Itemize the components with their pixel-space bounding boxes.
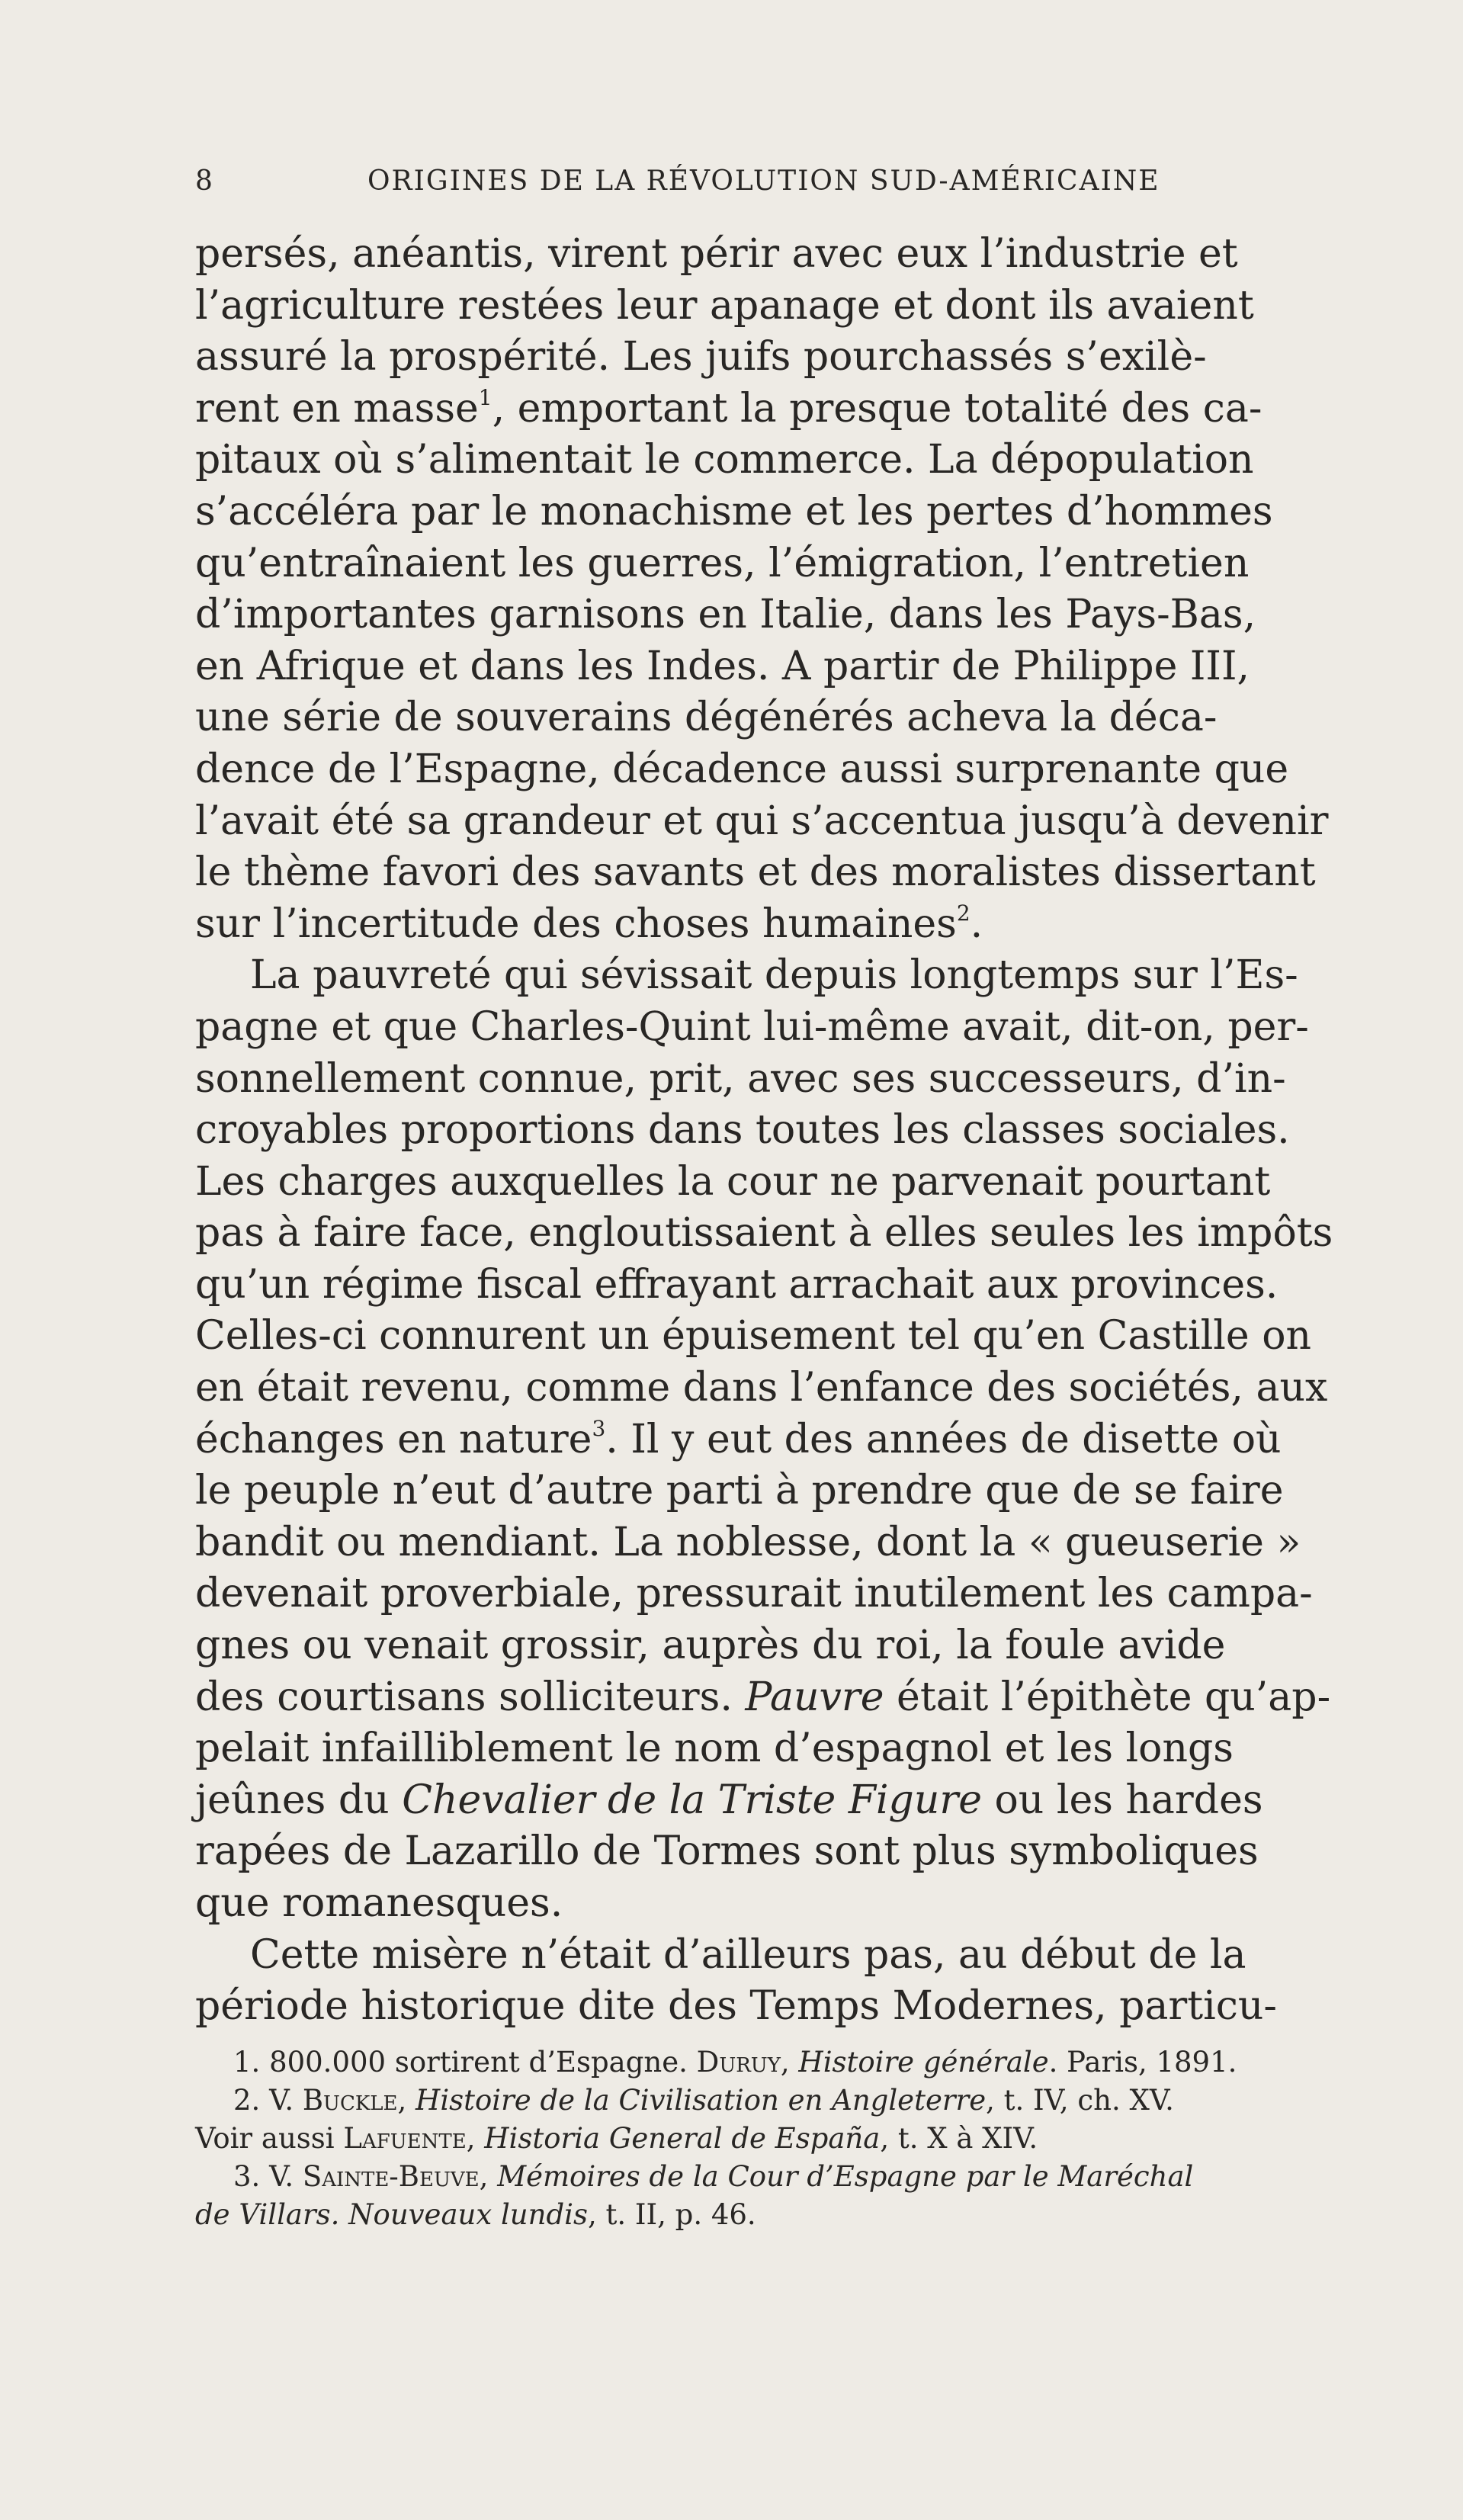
text-line: dence de l’Espagne, décadence aussi surprenante que <box>195 746 1289 792</box>
text-line: assuré la prospérité. Les juifs pourchassés s’exilè- <box>195 334 1207 380</box>
text-line: l’agriculture restées leur apanage et dont ils avaient <box>195 282 1254 329</box>
text-line: sonnellement connue, prit, avec ses successeurs, d’in- <box>195 1055 1286 1102</box>
text-line: en Afrique et dans les Indes. A partir de Philippe III, <box>195 643 1250 689</box>
text-line: qu’un régime fiscal effrayant arrachait aux provinces. <box>195 1261 1279 1308</box>
text-line: persés, anéantis, virent périr avec eux l’industrie et <box>195 231 1238 277</box>
text-line: devenait proverbiale, pressurait inutilement les campa- <box>195 1571 1313 1617</box>
footnote-2-continued: Voir aussi Lafuente, Historia General de España, t. X à XIV. <box>195 2122 1038 2155</box>
footnote-3-continued: de Villars. Nouveaux lundis, t. II, p. 46. <box>195 2198 756 2231</box>
text-line: rapées de Lazarillo de Tormes sont plus symboliques <box>195 1828 1259 1875</box>
running-title: ORIGINES DE LA RÉVOLUTION SUD-AMÉRICAINE <box>367 165 1160 197</box>
paragraph-start-line: La pauvreté qui sévissait depuis longtemps sur l’Es- <box>250 952 1298 999</box>
text-line: pas à faire face, engloutissaient à elles seules les impôts <box>195 1210 1333 1257</box>
italic-title: Chevalier de la Triste Figure <box>402 1777 982 1823</box>
paragraph-start-line: Cette misère n’était d’ailleurs pas, au début de la <box>250 1931 1246 1978</box>
text-line: croyables proportions dans toutes les classes sociales. <box>195 1107 1290 1154</box>
text-line: échanges en nature$^3$. Il y eut des années de disette où <box>195 1415 1282 1462</box>
text-line: bandit ou mendiant. La noblesse, dont la « gueuserie » <box>195 1519 1301 1565</box>
footnote-3: 3. V. Sainte-Beuve, Mémoires de la Cour d’Espagne par le Maréchal <box>233 2160 1194 2193</box>
text-line: le thème favori des savants et des moralistes dissertant <box>195 849 1316 896</box>
text-line: Celles-ci connurent un épuisement tel qu’en Castille on <box>195 1313 1312 1360</box>
text-line: pitaux où s’alimentait le commerce. La dépopulation <box>195 437 1254 483</box>
text-line: d’importantes garnisons en Italie, dans les Pays-Bas, <box>195 592 1256 638</box>
page-header <box>195 159 1339 204</box>
italic-word: Pauvre <box>745 1674 884 1720</box>
text-line: que romanesques. <box>195 1880 563 1926</box>
text-line: le peuple n’eut d’autre parti à prendre que de se faire <box>195 1468 1284 1514</box>
text-line: pelait infailliblement le nom d’espagnol et les longs <box>195 1725 1234 1772</box>
text-line: jeûnes du Chevalier de la Triste Figure ou les hardes <box>195 1777 1263 1823</box>
text-line: qu’entraînaient les guerres, l’émigration, l’entretien <box>195 540 1250 586</box>
footnote-ref: 1 <box>478 384 492 410</box>
text-line: sur l’incertitude des choses humaines$^2$. <box>195 900 983 947</box>
text-line: en était revenu, comme dans l’enfance des sociétés, aux <box>195 1365 1328 1411</box>
main-text <box>195 229 1336 2033</box>
text-line: s’accéléra par le monachisme et les pertes d’hommes <box>195 488 1273 534</box>
text-line: pagne et que Charles-Quint lui-même avait, dit-on, per- <box>195 1003 1309 1050</box>
text-line: Les charges auxquelles la cour ne parvenait pourtant <box>195 1158 1271 1205</box>
footnote-2: 2. V. Buckle, Histoire de la Civilisation en Angleterre, t. IV, ch. XV. <box>233 2084 1174 2117</box>
text-line: rent en masse$^1$, emportant la presque totalité des ca- <box>195 384 1262 432</box>
text-line: une série de souverains dégénérés acheva la déca- <box>195 695 1218 741</box>
text-line: des courtisans solliciteurs. Pauvre était l’épithète qu’ap- <box>195 1674 1331 1720</box>
footnotes <box>195 2043 1336 2234</box>
text-line: gnes ou venait grossir, auprès du roi, la foule avide <box>195 1623 1226 1669</box>
footnote-ref: 2 <box>956 900 971 926</box>
text-line: période historique dite des Temps Modernes, particu- <box>195 1983 1277 2030</box>
text-line: l’avait été sa grandeur et qui s’accentua jusqu’à devenir <box>195 798 1329 844</box>
footnote-1: 1. 800.000 sortirent d’Espagne. Duruy, Histoire générale. Paris, 1891. <box>233 2046 1237 2079</box>
page-number: 8 <box>195 165 214 197</box>
footnote-ref: 3 <box>592 1415 606 1441</box>
